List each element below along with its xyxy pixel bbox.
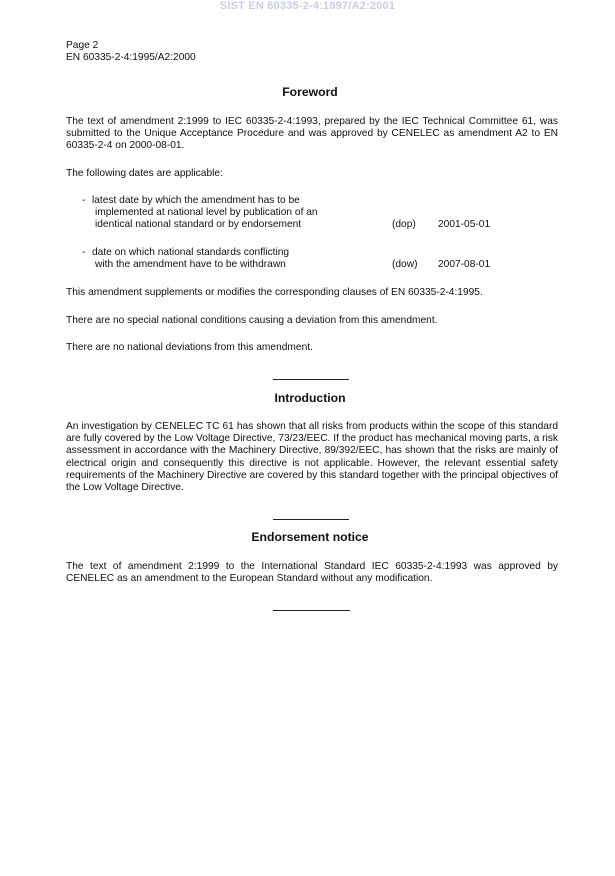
date-item-text-line: with the amendment have to be withdrawn [95, 259, 286, 270]
foreword-paragraph: The text of amendment 2:1999 to IEC 60335-2-4:1993, prepared by the IEC Technical Committee 61, was submitted to the Unique Acceptance Procedure and was approved by CENELEC as amendment A2 to EN 60335-2-4 on 2000-08-01. [66, 116, 558, 152]
date-item-text-line: date on which national standards conflicting [92, 247, 290, 258]
section-divider [273, 610, 350, 611]
date-code: (dow) [392, 259, 418, 270]
list-dash: - [82, 247, 86, 258]
foreword-heading: Foreword [282, 85, 338, 99]
endorsement-paragraph: The text of amendment 2:1999 to the International Standard IEC 60335-2-4:1993 was approved by CENELEC as an amendment to the European Standard without any modification. [66, 561, 558, 585]
page-number: Page 2 [66, 40, 99, 51]
date-value: 2007-08-01 [438, 259, 491, 270]
endorsement-heading: Endorsement notice [251, 530, 369, 544]
date-value: 2001-05-01 [438, 219, 491, 230]
introduction-paragraph: An investigation by CENELEC TC 61 has shown that all risks from products within the scope of this standard are fully covered by the Low Voltage Directive, 73/23/EEC. If the product has mechanical moving parts, a risk assessment in accordance with the Machinery Directive, 89/392/EEC, has shown that the risks are mainly of electrical origin and consequently this directive is not applicable. However, the relevant essential safety requirements of the Machinery Directive are covered by this standard together with the principal objectives of the Low Voltage Directive. [66, 421, 558, 494]
date-item-text-line: identical national standard or by endorsement [95, 219, 302, 230]
special-conditions-paragraph: There are no special national conditions causing a deviation from this amendment. [66, 315, 438, 326]
supplements-paragraph: This amendment supplements or modifies the corresponding clauses of EN 60335-2-4:1995. [66, 287, 483, 298]
deviations-paragraph: There are no national deviations from this amendment. [66, 342, 313, 353]
date-item-text-line: implemented at national level by publication of an [95, 207, 318, 218]
section-divider [273, 379, 349, 380]
date-code: (dop) [392, 219, 416, 230]
section-divider [273, 519, 349, 520]
date-item-text-line: latest date by which the amendment has to be [92, 195, 300, 206]
date-item-dow [82, 247, 289, 259]
list-dash: - [82, 195, 86, 206]
watermark: SIST EN 60335-2-4:1997/A2:2001 [219, 0, 396, 12]
dates-intro: The following dates are applicable: [66, 168, 223, 179]
date-item-dop [82, 195, 300, 207]
introduction-heading: Introduction [274, 391, 346, 405]
standard-reference: EN 60335-2-4:1995/A2:2000 [66, 52, 196, 63]
